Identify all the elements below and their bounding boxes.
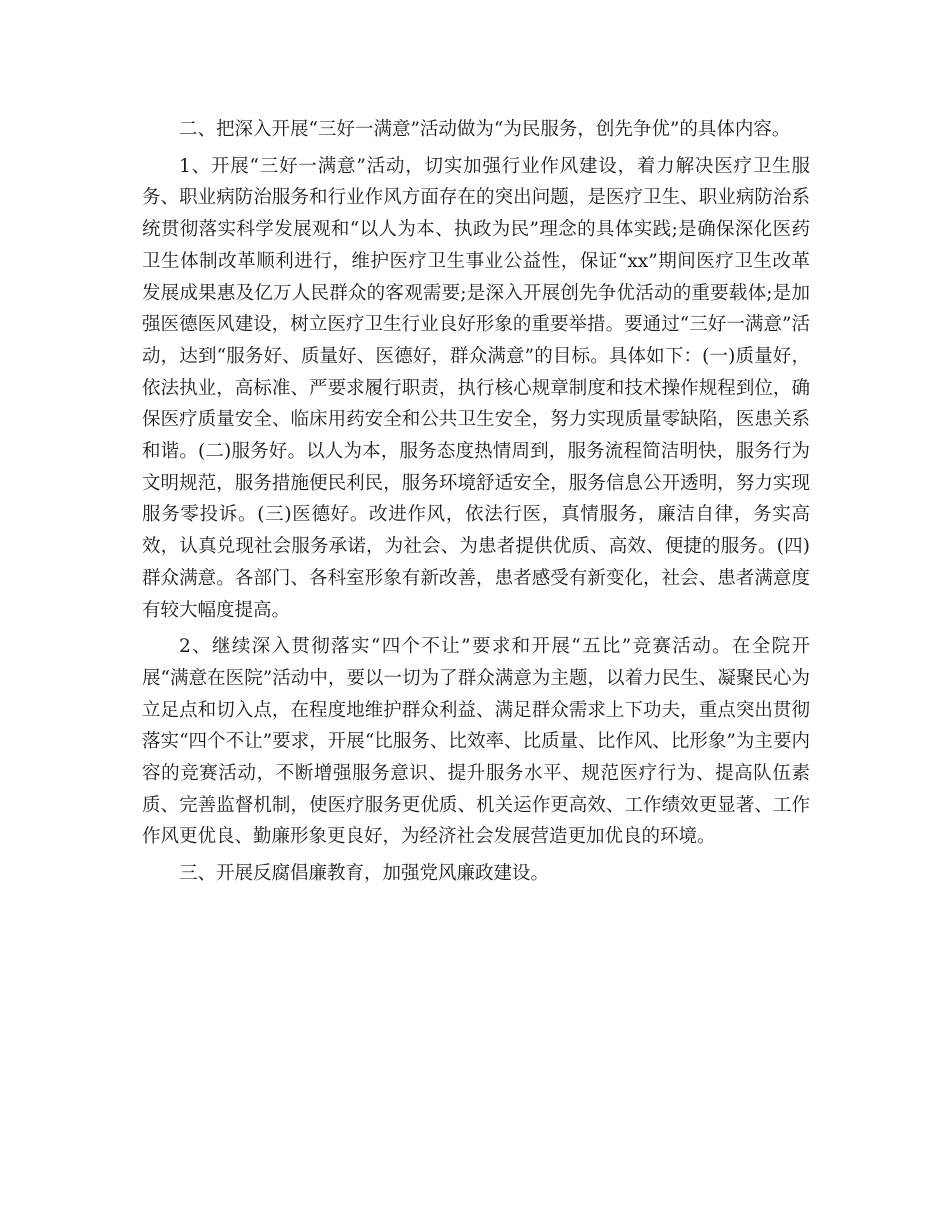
section-heading-two: 二、把深入开展“三好一满意”活动做为“为民服务，创先争优”的具体内容。 [179, 119, 791, 140]
paragraph-item-1: 1、开展“三好一满意”活动，切实加强行业作风建设，着力解决医疗卫生服务、职业病防治服务和行业作风方面存在的突出问题，是医疗卫生、职业病防治系统贯彻落实科学发展观和“以人为本、执政为民”理念的具体实践;是确保深化医药卫生体制改革顺利进行，维护医疗卫生事业公益性，保证“xx”期间医疗卫生改革发展成果惠及亿万人民群众的客观需要;是深入开展创先争优活动的重要载体;是加强医德医风建设，树立医疗卫生行业良好形象的重要举措。要通过“三好一满意”活动，达到“服务好、质量好、医德好，群众满意”的目标。具体如下：(一)质量好，依法执业，高标准、严要求履行职责，执行核心规章制度和技术操作规程到位，确保医疗质量安全、临床用药安全和公共卫生安全，努力实现质量零缺陷，医患关系和谐。(二)服务好。以人为本，服务态度热情周到，服务流程简洁明快，服务行为文明规范，服务措施便民利民，服务环境舒适安全，服务信息公开透明，努力实现服务零投诉。(三)医德好。改进作风，依法行医，真情服务，廉洁自律，务实高效，认真兑现社会服务承诺，为社会、为患者提供优质、高效、便捷的服务。(四)群众满意。各部门、各科室形象有新改善，患者感受有新变化，社会、患者满意度有较大幅度提高。 [142, 155, 810, 621]
section-heading-three: 三、开展反腐倡廉教育，加强党风廉政建设。 [179, 863, 550, 885]
paragraph-item-2: 2、继续深入贯彻落实“四个不让”要求和开展“五比”竞赛活动。在全院开展“满意在医院”活动中，要以一切为了群众满意为主题，以着力民生、凝聚民心为立足点和切入点，在程度地维护群众利益、满足群众需求上下功夫，重点突出贯彻落实“四个不让”要求，开展“比服务、比效率、比质量、比作风、比形象”为主要内容的竞赛活动，不断增强服务意识、提升服务水平、规范医疗行为、提高队伍素质、完善监督机制，使医疗服务更优质、机关运作更高效、工作绩效更显著、工作作风更优良、勤廉形象更良好，为经济社会发展营造更加优良的环境。 [142, 636, 810, 848]
document-body [142, 114, 810, 895]
